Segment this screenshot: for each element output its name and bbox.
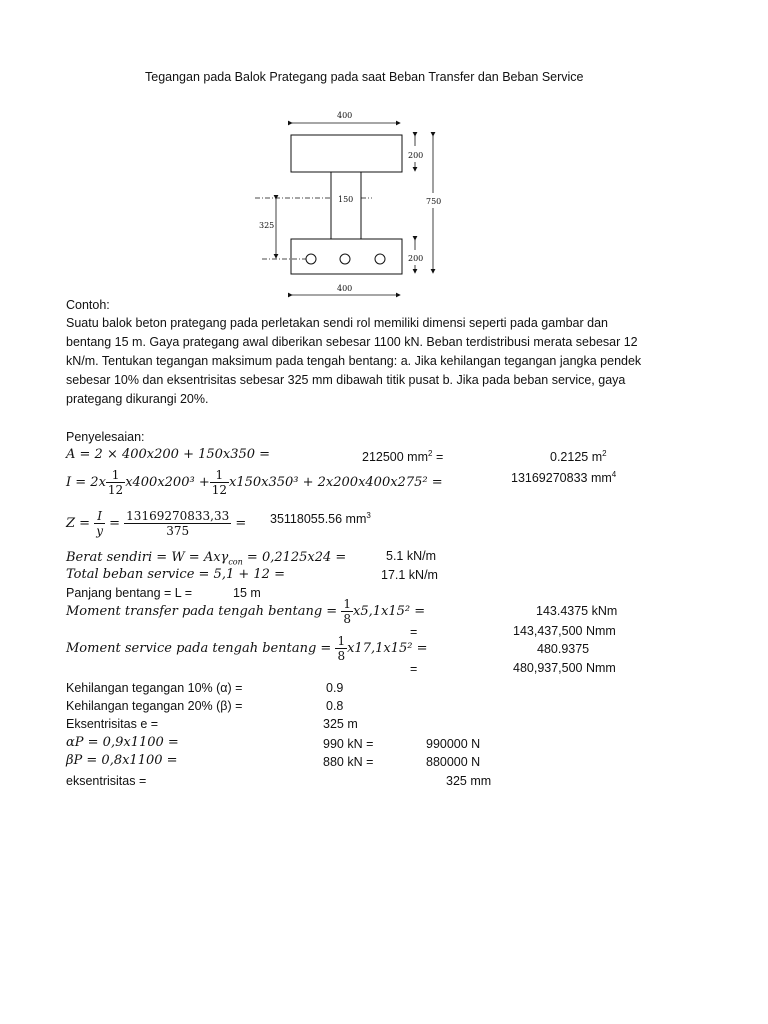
dim-total-height: 750 (426, 197, 442, 206)
dim-bottom-flange-height: 200 (408, 254, 424, 263)
web (331, 172, 361, 239)
eq-section-modulus-lhs: Z = $\frac{I}{y}$ = $\frac{13169270833,33}{375}$ = (66, 509, 247, 538)
eccentricity-value: 325 m (323, 717, 358, 731)
dim-top-flange-height: 200 (408, 151, 424, 160)
dim-eccentricity: 325 (259, 221, 275, 230)
eq-alpha-p-n: 990000 N (426, 737, 481, 751)
dim-web-width: 150 (338, 195, 354, 204)
top-flange (291, 135, 402, 172)
eq-self-weight-value: 5.1 kN/m (386, 549, 437, 563)
eq-area-mm2: 212500 $mm^2$ = (362, 449, 444, 465)
loss-20-label: Kehilangan tegangan 20% (β) = (66, 699, 243, 713)
eq-section-modulus-value: 35118055.56 $mm^3$ (270, 511, 371, 527)
span-length-value: 15 m (233, 586, 261, 600)
dim-top-width: 400 (337, 111, 353, 120)
eq-moment-service-knm: 480.9375 (537, 642, 590, 656)
paragraph-line-3: kN/m. Tentukan tegangan maksimum pada tengah bentang: a. Jika kehilangan tegangan jangka pendek (66, 354, 642, 368)
eq-moment-transfer-nmm: 143,437,500 Nmm (513, 624, 616, 638)
eq-inertia-value: 13169270833 $mm^4$ (511, 470, 617, 486)
tendon-1 (306, 254, 316, 264)
eq-moment-transfer-lhs: Moment transfer pada tengah bentang = $\frac{1}{8}$ x5,1x15² = (66, 597, 426, 626)
beam-cross-section-diagram (0, 0, 768, 310)
paragraph-line-1: Suatu balok beton prategang pada perletakan sendi rol memiliki dimensi seperti pada gambar dan (66, 316, 609, 330)
penyelesaian-label: Penyelesaian: (66, 430, 145, 444)
contoh-label: Contoh: (66, 298, 110, 312)
eq-moment-service-eq: = (410, 662, 418, 676)
dim-bottom-width: 400 (337, 284, 353, 293)
eccentricity-label: Eksentrisitas e = (66, 717, 159, 731)
eq-beta-p: βP = 0,8x1100 = (66, 753, 178, 768)
loss-10-value: 0.9 (326, 681, 344, 695)
eq-area-m2: 0.2125 $m^2$ (550, 449, 607, 465)
eq-beta-p-kn: 880 kN = (323, 755, 374, 769)
eq-moment-transfer-knm: 143.4375 kNm (536, 604, 618, 618)
eq-self-weight-lhs: Berat sendiri = W = Axγ$_{con}$ = 0,2125x24 = (66, 550, 347, 567)
page-title: Tegangan pada Balok Prategang pada saat Beban Transfer dan Beban Service (145, 70, 584, 84)
eq-total-load-lhs: Total beban service = 5,1 + 12 = (66, 567, 285, 582)
paragraph-line-5: prategang dikurangi 20%. (66, 392, 209, 406)
paragraph-line-2: bentang 15 m. Gaya prategang awal diberikan sebesar 1100 kN. Beban terdistribusi merata sebesar 12 (66, 335, 638, 349)
span-length-label: Panjang bentang = L = (66, 586, 193, 600)
eq-alpha-p: αP = 0,9x1100 = (66, 735, 179, 750)
eq-beta-p-n: 880000 N (426, 755, 481, 769)
eq-total-load-value: 17.1 kN/m (381, 568, 438, 582)
tendon-3 (375, 254, 385, 264)
eq-moment-service-nmm: 480,937,500 Nmm (513, 661, 616, 675)
eq-alpha-p-kn: 990 kN = (323, 737, 374, 751)
eq-inertia-lhs: I = 2x $\frac{1}{12}$ x400x200³ + $\frac{1}{12}$ x150x350³ + 2x200x400x275² = (66, 468, 443, 497)
eq-moment-service-lhs: Moment service pada tengah bentang = $\frac{1}{8}$ x17,1x15² = (66, 634, 428, 663)
eccentricity-mm-value: 325 mm (446, 774, 492, 788)
bottom-flange (291, 239, 402, 274)
loss-10-label: Kehilangan tegangan 10% (α) = (66, 681, 243, 695)
paragraph-line-4: sebesar 10% dan eksentrisitas sebesar 325 mm dibawah titik pusat b. Jika pada beban service, gaya (66, 373, 626, 387)
eccentricity-mm-label: eksentrisitas = (66, 774, 147, 788)
tendon-2 (340, 254, 350, 264)
eq-moment-transfer-eq: = (410, 625, 418, 639)
eq-area-lhs: A = 2 × 400x200 + 150x350 = (66, 447, 271, 462)
loss-20-value: 0.8 (326, 699, 344, 713)
